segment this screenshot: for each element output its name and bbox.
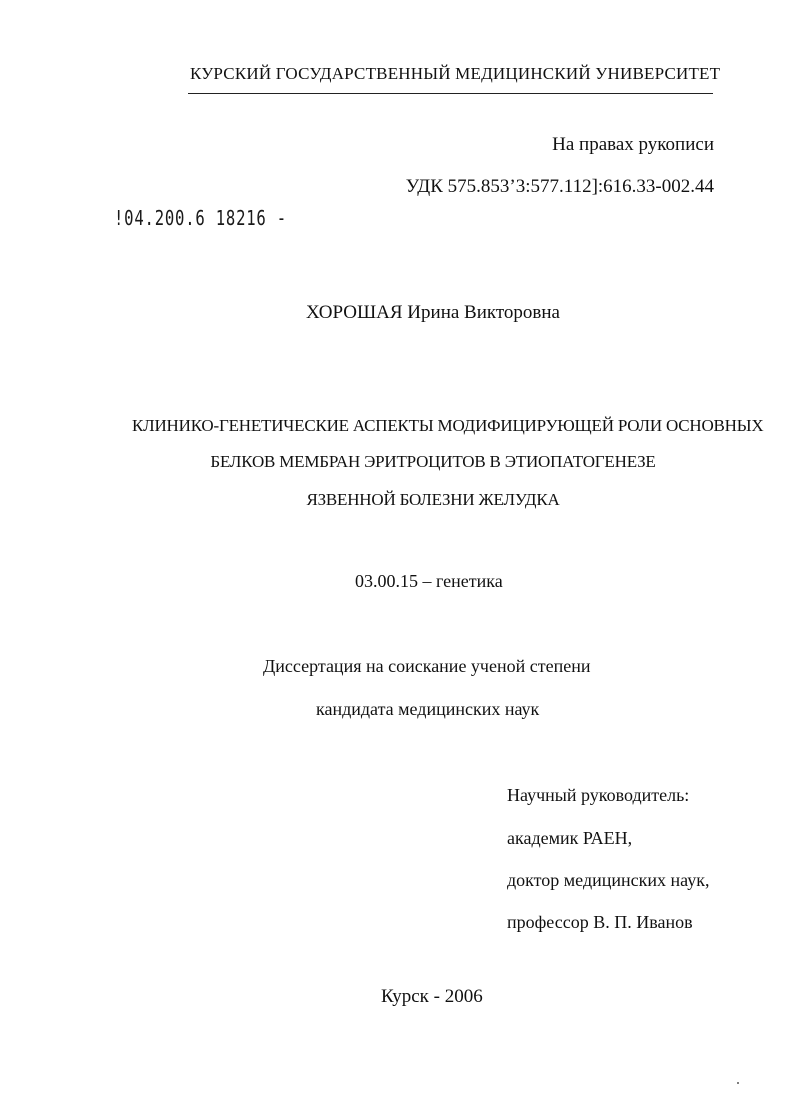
title-line-2: БЕЛКОВ МЕМБРАН ЭРИТРОЦИТОВ В ЭТИОПАТОГЕНЕЗЕ xyxy=(210,452,656,471)
specialty-code: 03.00.15 – генетика xyxy=(355,571,503,591)
udk-code: УДК 575.853’3:577.112]:616.33-002.44 xyxy=(405,176,714,197)
advisor-title-academician: академик РАЕН, xyxy=(507,828,633,848)
advisor-title-doctor: доктор медицинских наук, xyxy=(507,870,710,890)
scan-speck xyxy=(737,1082,739,1084)
title-line-1: КЛИНИКО-ГЕНЕТИЧЕСКИЕ АСПЕКТЫ МОДИФИЦИРУЮЩЕЙ РОЛИ ОСНОВНЫХ xyxy=(132,416,764,435)
advisor-name: профессор В. П. Иванов xyxy=(507,912,693,932)
dissertation-degree-line-2: кандидата медицинских наук xyxy=(316,699,540,719)
header-divider xyxy=(188,93,713,94)
place-and-year: Курск - 2006 xyxy=(381,986,483,1007)
advisor-heading: Научный руководитель: xyxy=(507,785,690,805)
author-name: ХОРОШАЯ Ирина Викторовна xyxy=(306,302,560,323)
university-name: КУРСКИЙ ГОСУДАРСТВЕННЫЙ МЕДИЦИНСКИЙ УНИВЕРСИТЕТ xyxy=(190,64,721,83)
dissertation-degree-line-1: Диссертация на соискание ученой степени xyxy=(263,656,591,676)
registration-stamp-number: !04.200.6 18216 - xyxy=(114,206,287,230)
title-line-3: ЯЗВЕННОЙ БОЛЕЗНИ ЖЕЛУДКА xyxy=(306,490,560,509)
manuscript-rights-note: На правах рукописи xyxy=(552,134,714,155)
